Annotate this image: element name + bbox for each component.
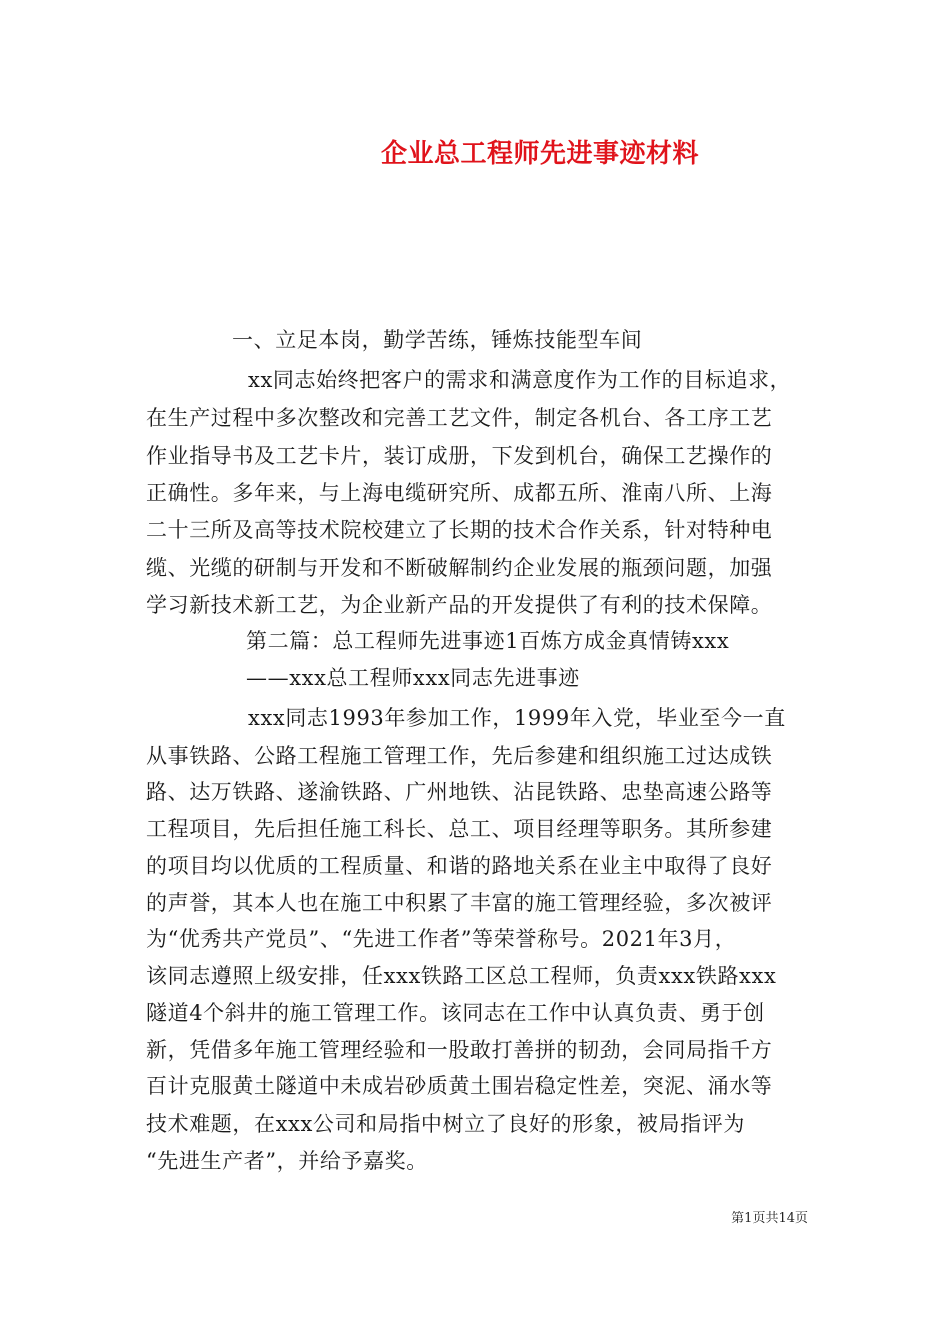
paragraph-line: 正确性。多年来，与上海电缆研究所、成都五所、淮南八所、上海 <box>146 481 773 505</box>
paragraph-line: 工程项目，先后担任施工科长、总工、项目经理等职务。其所参建 <box>146 817 773 841</box>
paragraph-line: 的项目均以优质的工程质量、和谐的路地关系在业主中取得了良好 <box>146 854 773 878</box>
paragraph-line: 技术难题，在xxx公司和局指中树立了良好的形象，被局指评为 <box>146 1112 745 1136</box>
paragraph-line: 学习新技术新工艺，为企业新产品的开发提供了有利的技术保障。 <box>146 593 773 617</box>
paragraph-line: 为“优秀共产党员”、“先进工作者”等荣誉称号。2021年3月， <box>146 927 737 951</box>
section-heading: 第二篇：总工程师先进事迹1百炼方成金真情铸xxx <box>246 629 730 653</box>
paragraph-line: 在生产过程中多次整改和完善工艺文件，制定各机台、各工序工艺 <box>146 406 773 430</box>
page-number: 第1页共14页 <box>731 1211 808 1226</box>
paragraph-line: 新，凭借多年施工管理经验和一股敢打善拼的韧劲，会同局指千方 <box>146 1038 773 1062</box>
paragraph-line: 二十三所及高等技术院校建立了长期的技术合作关系，针对特种电 <box>146 518 773 542</box>
document-title: 企业总工程师先进事迹材料 <box>380 139 699 169</box>
paragraph-line: 百计克服黄土隧道中未成岩砂质黄土围岩稳定性差，突泥、涌水等 <box>146 1074 773 1098</box>
section-subheading: ——xxx总工程师xxx同志先进事迹 <box>246 666 580 690</box>
paragraph-line: “先进生产者”，并给予嘉奖。 <box>146 1149 428 1173</box>
section-heading: 一、立足本岗，勤学苦练，锤炼技能型车间 <box>232 328 643 352</box>
paragraph-line: 路、达万铁路、遂渝铁路、广州地铁、沾昆铁路、忠垫高速公路等 <box>146 780 773 804</box>
paragraph-line: 从事铁路、公路工程施工管理工作，先后参建和组织施工过达成铁 <box>146 744 773 768</box>
paragraph-line: 缆、光缆的研制与开发和不断破解制约企业发展的瓶颈问题，加强 <box>146 556 773 580</box>
paragraph-line: 该同志遵照上级安排，任xxx铁路工区总工程师，负责xxx铁路xxx <box>146 964 777 988</box>
paragraph-line: 的声誉，其本人也在施工中积累了丰富的施工管理经验，多次被评 <box>146 891 773 915</box>
paragraph-line: 隧道4个斜井的施工管理工作。该同志在工作中认真负责、勇于创 <box>146 1001 765 1025</box>
paragraph-line: xx同志始终把客户的需求和满意度作为工作的目标追求， <box>248 368 792 392</box>
paragraph-line: xxx同志1993年参加工作，1999年入党，毕业至今一直 <box>248 706 786 730</box>
paragraph-line: 作业指导书及工艺卡片，装订成册，下发到机台，确保工艺操作的 <box>146 444 773 468</box>
